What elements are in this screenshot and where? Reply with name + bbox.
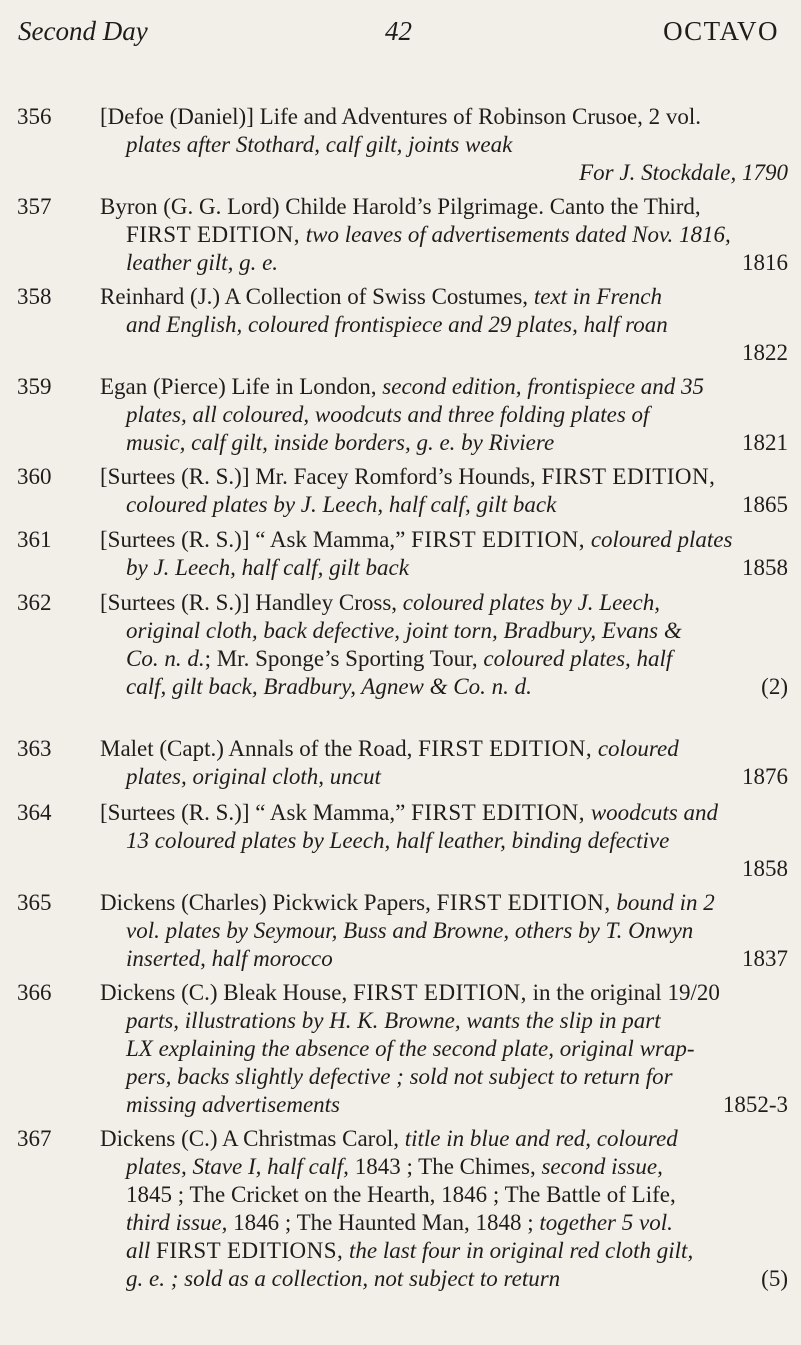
lot-date: 1852-3 [722,1092,788,1117]
lot-date: 1821 [742,430,788,455]
desc-line: plates after Stothard, calf gilt, joints weak [126,132,513,157]
desc-line: in the original 19/20 [532,980,720,1005]
edition-note: FIRST EDITION, [541,464,716,489]
desc-line: LX explaining the absence of the second plate, original wrap- [126,1036,695,1061]
binding-note: calf, gilt back, Bradbury, Agnew & Co. n. d. [126,674,532,699]
desc-line: missing advertisements [126,1092,341,1117]
desc-line: text in French [533,284,662,309]
lot-description [100,799,788,883]
lot-date: 1816 [742,250,788,275]
desc-line: [Defoe (Daniel)] Life and Adventures of Robinson Crusoe, 2 vol. [100,104,702,129]
lot-description [100,979,788,1119]
desc-line: [Surtees (R. S.)] “ Ask Mamma,” [100,527,406,552]
desc-line: plates, all coloured, woodcuts and three folding plates of [126,402,650,427]
lot-number: 364 [17,800,52,825]
edition-note: FIRST EDITION, [411,527,586,552]
lot-number: 362 [17,590,52,615]
desc-line: and English, coloured frontispiece and 29 plates, half roan [126,312,668,337]
desc-line: title in blue and red, coloured [404,1126,678,1151]
desc-line: coloured plates [590,527,733,552]
desc-line: two leaves of advertisements dated Nov. 1816, [305,222,731,247]
desc-line: original cloth, back defective, joint torn, Bradbury, Evans & [126,618,682,643]
desc-line: second issue, [541,1154,663,1179]
page-header [18,16,779,56]
edition-note: FIRST EDITION, [126,222,300,247]
desc-line: coloured plates by J. Leech, [402,590,660,615]
binding-note: leather gilt, g. e. [126,250,279,275]
lot-date: 1858 [742,555,788,580]
lot-description [100,463,788,519]
lot-date: 1876 [742,764,788,789]
desc-line: 13 coloured plates by Leech, half leather, binding defective [126,828,670,853]
lot-number: 357 [17,194,52,219]
edition-note: FIRST EDITION, [436,890,611,915]
edition-note: FIRST EDITION, [411,800,586,825]
page-number: 42 [385,16,412,46]
lot-quantity: (2) [761,674,788,699]
desc-line: the last four in original red cloth gilt, [349,1238,694,1263]
lot-number: 356 [17,104,52,129]
desc-line: together 5 vol. [539,1210,673,1235]
lot-number: 361 [17,527,52,552]
binding-note: coloured plates by J. Leech, half calf, gilt back [126,492,557,517]
binding-note: by J. Leech, half calf, gilt back [126,555,409,580]
desc-line: Egan (Pierce) Life in London, [100,374,377,399]
lot-number: 358 [17,284,52,309]
lot-number: 367 [17,1126,52,1151]
lot-date: 1837 [742,946,788,971]
lot-date: 1822 [742,340,788,365]
binding-note: inserted, half morocco [126,946,333,971]
desc-line: coloured [597,736,679,761]
lot-description [100,193,788,277]
desc-line: bound in 2 [616,890,715,915]
desc-line: Dickens (C.) A Christmas Carol, [100,1126,399,1151]
lot-description [100,889,788,973]
lot-description [100,373,788,457]
desc-line: g. e. ; sold as a collection, not subject to return [126,1266,561,1291]
edition-note: FIRST EDITIONS, [156,1238,344,1263]
desc-line: 1846 ; The Haunted Man, 1848 ; [233,1210,534,1235]
edition-note: FIRST EDITION, [418,736,593,761]
lot-description [100,526,788,582]
desc-line: coloured plates, half [483,646,673,671]
desc-line: Byron (G. G. Lord) Childe Harold’s Pilgrimage. Canto the Third, [100,194,701,219]
desc-line: pers, backs slightly defective ; sold not subject to return for [126,1064,673,1089]
lot-number: 365 [17,890,52,915]
desc-line: second edition, frontispiece and 35 [382,374,705,399]
desc-line: Malet (Capt.) Annals of the Road, [100,736,413,761]
desc-line: [Surtees (R. S.)] Handley Cross, [100,590,398,615]
desc-line: third issue, [126,1210,228,1235]
desc-line: all [126,1238,151,1263]
desc-line: Dickens (Charles) Pickwick Papers, [100,890,431,915]
sale-day-heading: Second Day [18,16,148,46]
edition-note: FIRST EDITION, [352,980,527,1005]
binding-note: music, calf gilt, inside borders, g. e. by Riviere [126,430,555,455]
binding-note: plates, original cloth, uncut [126,764,381,789]
desc-line: [Surtees (R. S.)] Mr. Facey Romford’s Hounds, [100,464,536,489]
desc-line: [Surtees (R. S.)] “ Ask Mamma,” [100,800,406,825]
desc-line: ; Mr. Sponge’s Sporting Tour, [204,646,478,671]
desc-line: 1843 ; The Chimes, [354,1154,536,1179]
desc-line: vol. plates by Seymour, Buss and Browne, others by T. Onwyn [126,918,694,943]
desc-line: Dickens (C.) Bleak House, [100,980,348,1005]
format-heading: OCTAVO [663,16,779,46]
desc-line: 1845 ; The Cricket on the Hearth, 1846 ; The Battle of Life, [126,1182,676,1207]
lot-date: 1858 [742,856,788,881]
desc-line: Reinhard (J.) A Collection of Swiss Costumes, [100,284,529,309]
lot-quantity: (5) [761,1266,788,1291]
lot-number: 359 [17,374,52,399]
lot-description [100,1125,788,1293]
lot-number: 360 [17,464,52,489]
lot-description [100,103,788,187]
desc-line: parts, illustrations by H. K. Browne, wants the slip in part [126,1008,661,1033]
desc-line: woodcuts and [590,800,718,825]
imprint: For J. Stockdale, 1790 [579,160,788,185]
lot-description [100,283,788,367]
lot-number: 363 [17,736,52,761]
lot-number: 366 [17,980,52,1005]
lot-description [100,589,788,701]
lot-date: 1865 [742,492,788,517]
desc-line: Co. n. d. [126,646,205,671]
lot-description [100,735,788,791]
desc-line: plates, Stave I, half calf, [126,1154,349,1179]
